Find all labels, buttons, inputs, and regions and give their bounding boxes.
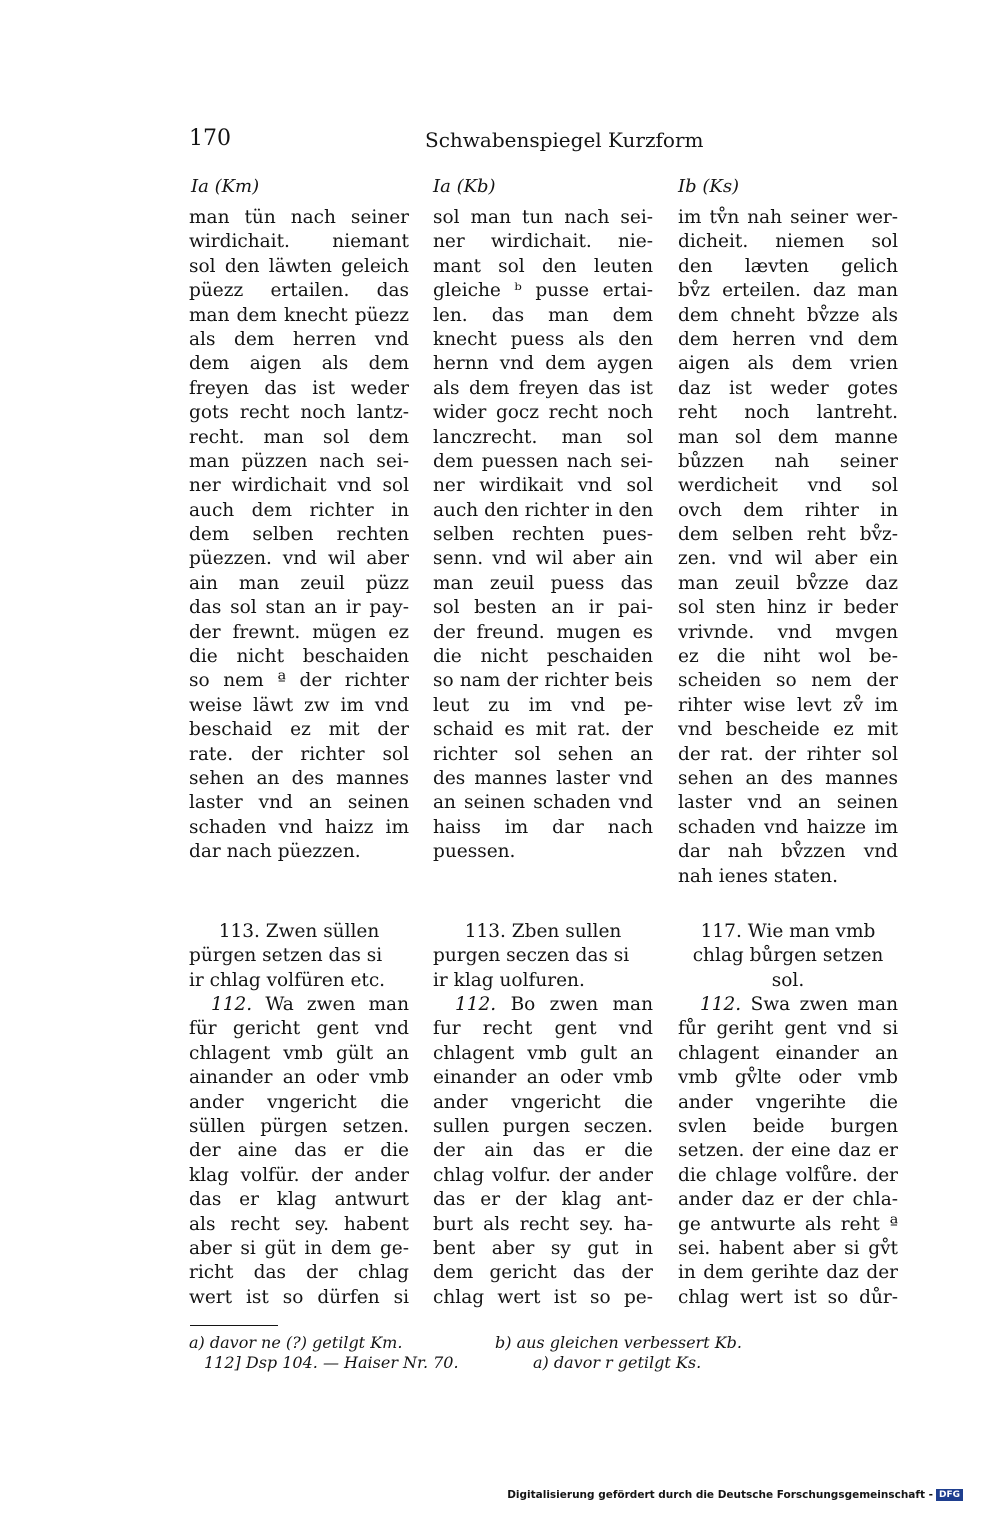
paragraph-line: burt als recht sey. ha-	[433, 1213, 653, 1235]
paragraph-number: 112.	[211, 994, 253, 1015]
running-title: Schwabenspiegel Kurzform	[425, 128, 704, 152]
text-line: die nicht beschaiden	[189, 646, 409, 668]
paragraph-line: ainander an oder vmb	[189, 1067, 409, 1089]
text-line: man tün nach seiner	[189, 207, 409, 228]
text-line: der freund. mugen es	[433, 621, 653, 643]
paragraph-line: dem gericht das der	[433, 1262, 653, 1284]
section-heading-line: 113. Zben sullen	[464, 921, 622, 942]
paragraph-line: svlen beide burgen	[678, 1115, 898, 1137]
text-line: dar nah bv̊zzen vnd	[678, 841, 898, 863]
text-line: ner wirdikait vnd sol	[433, 475, 653, 497]
text-line: der frewnt. mügen ez	[189, 621, 409, 643]
text-line: man zeuil puess das	[433, 572, 653, 594]
text-line: so nem ª der richter	[189, 670, 409, 692]
text-line: richter sol sehen an	[433, 743, 653, 765]
paragraph-line: chlagent einander an	[678, 1042, 898, 1064]
paragraph-line: chlag wert ist so pe-	[433, 1286, 653, 1308]
paragraph-line: einander an oder vmb	[433, 1067, 653, 1089]
text-line: leut zu im vnd pe-	[433, 694, 653, 716]
text-line: an seinen schaden vnd	[433, 792, 653, 814]
text-line: daz ist weder gotes	[678, 377, 898, 399]
section-heading-line: ir klag uolfuren.	[433, 969, 585, 991]
text-line: scheiden so nem der	[678, 670, 898, 692]
siglum-km: Ia (Km)	[191, 176, 260, 197]
text-line: auch den richter in den	[433, 499, 653, 521]
paragraph-line: das er klag antwurt	[189, 1189, 409, 1211]
text-line: dar nach püezzen.	[189, 841, 361, 863]
text-line: püezz ertailen. das	[189, 280, 409, 302]
paragraph-line: ander daz er der chla-	[678, 1189, 898, 1211]
text-line: len. das man dem	[433, 304, 653, 326]
text-line: dem puessen nach sei-	[433, 450, 653, 472]
text-line: gots recht noch lantz-	[189, 402, 409, 424]
text-line: wider gocz recht noch	[433, 402, 653, 424]
text-line: ovch dem rihter in	[678, 499, 898, 521]
paragraph-line: die chlage volfůre. der	[678, 1164, 898, 1186]
text-line: rate. der richter sol	[189, 743, 409, 765]
text-line: gleiche ᵇ pusse ertai-	[433, 280, 653, 302]
text-line: sol besten an ir pai-	[433, 597, 653, 619]
text-line: ner wirdichait vnd sol	[189, 475, 409, 497]
paragraph-line: der aine das er die	[189, 1140, 409, 1162]
text-line: sol sten hinz ir beder	[678, 597, 898, 619]
text-line: recht. man sol dem	[189, 426, 409, 448]
text-line: schaden vnd haizz im	[189, 816, 409, 838]
dfg-logo: DFG	[936, 1489, 963, 1501]
paragraph-line: ander vngericht die	[433, 1091, 653, 1113]
column-ks-paragraph	[678, 993, 898, 1310]
text-line: zen. vnd wil aber ein	[678, 548, 898, 570]
paragraph-line: aber si güt in dem ge-	[189, 1237, 409, 1259]
paragraph-line: ander vngerihte die	[678, 1091, 898, 1113]
text-line: lanczrecht. man sol	[433, 426, 653, 448]
paragraph-line: das er der klag ant-	[433, 1189, 653, 1211]
paragraph-line: für gericht gent vnd	[189, 1018, 409, 1040]
text-line: man zeuil bv̊zze daz	[678, 572, 898, 594]
column-km-paragraph	[189, 993, 409, 1310]
text-line: man dem knecht püezz	[189, 304, 409, 326]
text-line: selben rechten pues-	[433, 524, 653, 546]
footnote-b-kb: b) aus gleichen verbessert Kb.	[495, 1333, 742, 1352]
paragraph-line	[433, 993, 653, 1017]
text-line: laster vnd an seinen	[189, 792, 409, 814]
text-line: das sol stan an ir pay-	[189, 597, 409, 619]
paragraph-line: chlag volfur. der ander	[433, 1164, 653, 1186]
text-line: werdicheit vnd sol	[678, 475, 898, 497]
text-line: senn. vnd wil aber ain	[433, 548, 653, 570]
text-line: mant sol den leuten	[433, 255, 653, 277]
paragraph-number: 112.	[455, 994, 497, 1015]
text-line: schaid es mit rat. der	[433, 719, 653, 741]
text-line: sol man tun nach sei-	[433, 207, 653, 228]
text-line: des mannes laster vnd	[433, 767, 653, 789]
paragraph-line: als recht sey. habent	[189, 1213, 409, 1235]
section-heading-line: chlag bůrgen setzen	[692, 945, 884, 967]
text-line: man püzzen nach sei-	[189, 450, 409, 472]
paragraph-line: sullen purgen seczen.	[433, 1115, 653, 1137]
text-line: ez die niht wol be-	[678, 646, 898, 668]
section-heading-line: sol.	[771, 969, 805, 991]
text-line: sehen an des mannes	[678, 767, 898, 789]
text-line: dem chneht bv̊zze als	[678, 304, 898, 326]
text-line: reht noch lantreht.	[678, 402, 898, 424]
text-line: den lævten gelich	[678, 255, 898, 277]
text-line: laster vnd an seinen	[678, 792, 898, 814]
paragraph-line: wert ist so dürfen si	[189, 1286, 409, 1308]
paragraph-line	[678, 993, 898, 1017]
text-line: knecht puess als den	[433, 328, 653, 350]
text-line: schaden vnd haizze im	[678, 816, 898, 838]
text-line: die nicht peschaiden	[433, 646, 653, 668]
paragraph-line: ge antwurte als reht ª	[678, 1213, 898, 1235]
text-line: nah ienes staten.	[678, 865, 838, 887]
paragraph-line: bent aber sy gut in	[433, 1237, 653, 1259]
digitization-text: Digitalisierung gefördert durch die Deutsche Forschungsgemeinschaft -	[507, 1489, 933, 1501]
text-line: sehen an des mannes	[189, 767, 409, 789]
column-km-text	[189, 206, 409, 865]
text-line: freyen das ist weder	[189, 377, 409, 399]
column-km-heading	[189, 920, 409, 993]
paragraph-line: chlagent vmb gult an	[433, 1042, 653, 1064]
column-kb-text	[433, 206, 653, 865]
digitization-note	[507, 1489, 963, 1501]
section-heading-line: purgen seczen das si	[433, 945, 630, 967]
paragraph-line: in dem gerihte daz der	[678, 1262, 898, 1284]
text-line: als dem herren vnd	[189, 328, 409, 350]
text-line: bůzzen nah seiner	[678, 450, 898, 472]
paragraph-text: Bo zwen man	[510, 994, 653, 1015]
text-line: ner wirdichait. nie-	[433, 231, 653, 253]
text-line: vrivnde. vnd mvgen	[678, 621, 898, 643]
paragraph-line: der ain das er die	[433, 1140, 653, 1162]
text-line: bv̊z erteilen. daz man	[678, 280, 898, 302]
text-line: rihter wise levt zv̊ im	[678, 694, 898, 716]
text-line: hernn vnd dem aygen	[433, 353, 653, 375]
paragraph-line: süllen pürgen setzen.	[189, 1115, 409, 1137]
text-line: dem selben reht bv̊z-	[678, 524, 898, 546]
text-line: dem selben rechten	[189, 524, 409, 546]
paragraph-line: setzen. der eine daz er	[678, 1140, 898, 1162]
footnote-rule	[190, 1325, 278, 1326]
paragraph-line	[189, 993, 409, 1017]
text-line: vnd bescheide ez mit	[678, 719, 898, 741]
text-line: auch dem richter in	[189, 499, 409, 521]
paragraph-line: fůr geriht gent vnd si	[678, 1018, 898, 1040]
paragraph-line: chlagent vmb gült an	[189, 1042, 409, 1064]
paragraph-line: richt das der chlag	[189, 1262, 409, 1284]
paragraph-number: 112.	[700, 994, 742, 1015]
paragraph-line: ander vngericht die	[189, 1091, 409, 1113]
text-line: ain man zeuil püzz	[189, 572, 409, 594]
paragraph-text: Swa zwen man	[750, 994, 898, 1015]
text-line: sol den läwten geleich	[189, 255, 409, 277]
section-heading-line: 113. Zwen süllen	[218, 921, 380, 942]
text-line: im tv̊n nah seiner wer-	[678, 207, 898, 228]
paragraph-line: sei. habent aber si gv̊t	[678, 1237, 898, 1259]
text-line: puessen.	[433, 841, 516, 863]
footnote-reference: 112] Dsp 104. — Haiser Nr. 70.	[204, 1353, 459, 1372]
paragraph-line: chlag wert ist so důr-	[678, 1286, 898, 1308]
section-heading-line: pürgen setzen das si	[189, 945, 383, 967]
footnote-a-ks: a) davor r getilgt Ks.	[533, 1353, 702, 1372]
text-line: beschaid ez mit der	[189, 719, 409, 741]
text-line: dem herren vnd dem	[678, 328, 898, 350]
section-heading-line: 117. Wie man vmb	[700, 921, 876, 942]
column-kb-paragraph	[433, 993, 653, 1310]
text-line: püezzen. vnd wil aber	[189, 548, 409, 570]
text-line: man sol dem manne	[678, 426, 898, 448]
page-number: 170	[189, 126, 231, 151]
siglum-ks: Ib (Ks)	[678, 176, 740, 197]
text-line: der rat. der rihter sol	[678, 743, 898, 765]
siglum-kb: Ia (Kb)	[433, 176, 496, 197]
text-line: dicheit. niemen sol	[678, 231, 898, 253]
text-line: wirdichait. niemant	[189, 231, 409, 253]
text-line: dem aigen als dem	[189, 353, 409, 375]
text-line: weise läwt zw im vnd	[189, 694, 409, 716]
column-kb-heading	[433, 920, 653, 993]
text-line: aigen als dem vrien	[678, 353, 898, 375]
paragraph-line: vmb gv̊lte oder vmb	[678, 1067, 898, 1089]
paragraph-line: klag volfür. der ander	[189, 1164, 409, 1186]
text-line: als dem freyen das ist	[433, 377, 653, 399]
section-heading-line: ir chlag volfüren etc.	[189, 969, 386, 991]
column-ks-heading	[678, 920, 898, 993]
paragraph-text: Wa zwen man	[265, 994, 409, 1015]
text-line: so nam der richter beis	[433, 670, 653, 692]
paragraph-line: fur recht gent vnd	[433, 1018, 653, 1040]
footnote-a-km: a) davor ne (?) getilgt Km.	[189, 1333, 403, 1352]
text-line: haiss im dar nach	[433, 816, 653, 838]
column-ks-text	[678, 206, 898, 889]
